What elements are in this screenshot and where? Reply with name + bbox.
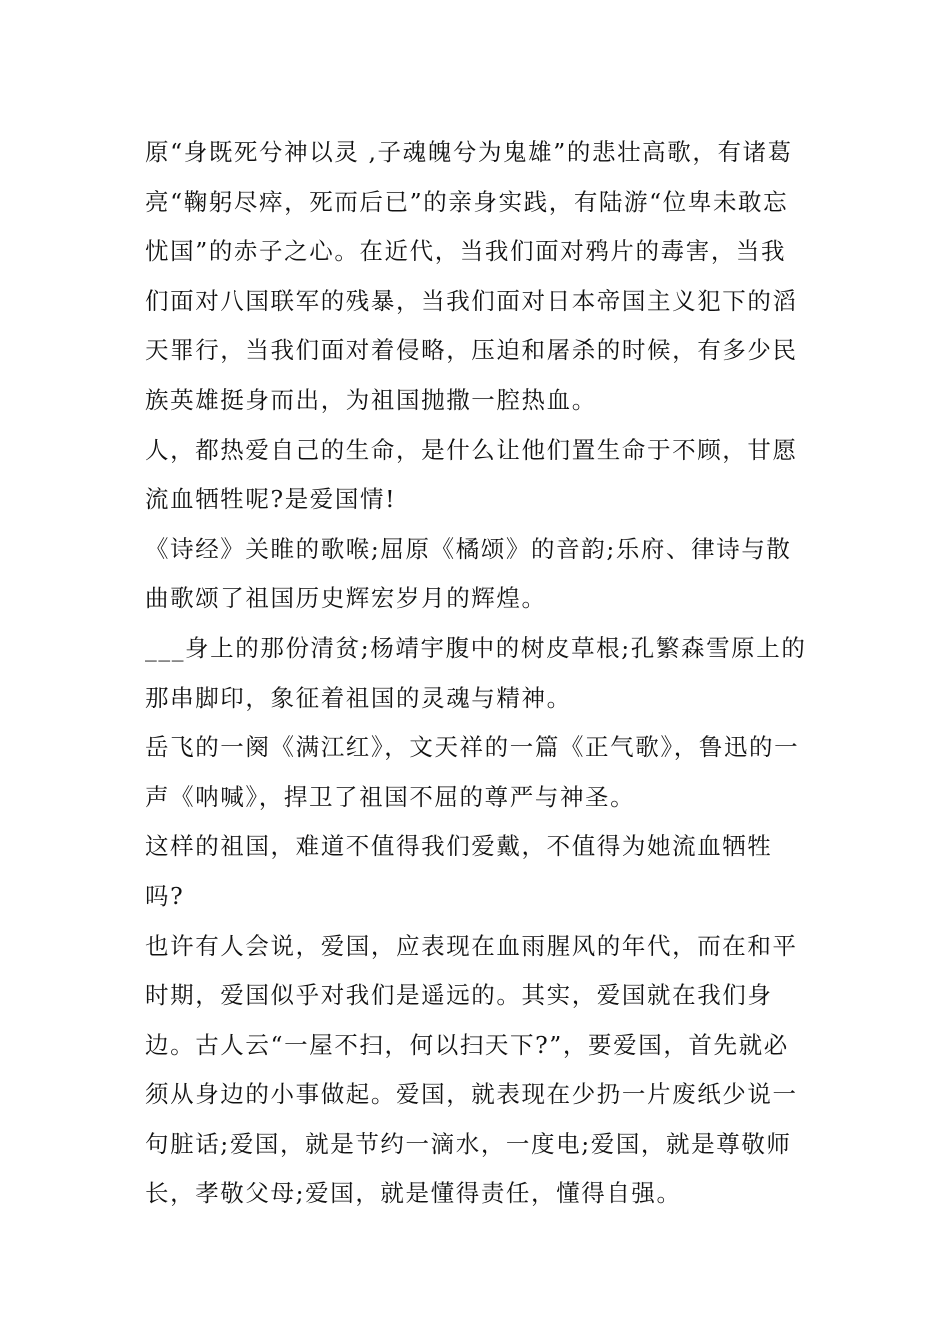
paragraph-2: 人，都热爱自己的生命，是什么让他们置生命于不顾，甘愿流血牺牲呢?是爱国情! <box>145 435 798 514</box>
paragraph-6: 这样的祖国，难道不值得我们爱戴，不值得为她流血牺牲吗? <box>145 832 773 910</box>
paragraph-3: 《诗经》关睢的歌喉;屈原《橘颂》的音韵;乐府、律诗与散曲歌颂了祖国历史辉宏岁月的辉煌。 <box>145 534 792 613</box>
paragraph-1: 原“身既死兮神以灵 ,子魂魄兮为鬼雄”的悲壮高歌，有诸葛亮“鞠躬尽瘁，死而后已”的亲身实践，有陆游“位卑未敢忘忧国”的赤子之心。在近代，当我们面对鸦片的毒害，当我们面对八国联军的残暴，当我们面对日本帝国主义犯下的滔天罪行，当我们面对着侵略，压迫和屠杀的时候，有多少民族英雄挺身而出，为祖国抛撒一腔热血。 <box>145 138 798 414</box>
document-body <box>145 128 810 1219</box>
paragraph-5: 岳飞的一阕《满江红》，文天祥的一篇《正气歌》，鲁迅的一声《呐喊》，捍卫了祖国不屈的尊严与神圣。 <box>145 733 800 811</box>
paragraph-4: ___身上的那份清贫;杨靖宇腹中的树皮草根;孔繁森雪原上的那串脚印，象征着祖国的灵魂与精神。 <box>145 633 807 712</box>
paragraph-7: 也许有人会说，爱国，应表现在血雨腥风的年代，而在和平时期，爱国似乎对我们是遥远的。其实，爱国就在我们身边。古人云“一屋不扫，何以扫天下?”，要爱国，首先就必须从身边的小事做起。爱国，就表现在少扔一片废纸少说一句脏话;爱国，就是节约一滴水，一度电;爱国，就是尊敬师长，孝敬父母;爱国，就是懂得责任，懂得自强。 <box>145 931 798 1208</box>
